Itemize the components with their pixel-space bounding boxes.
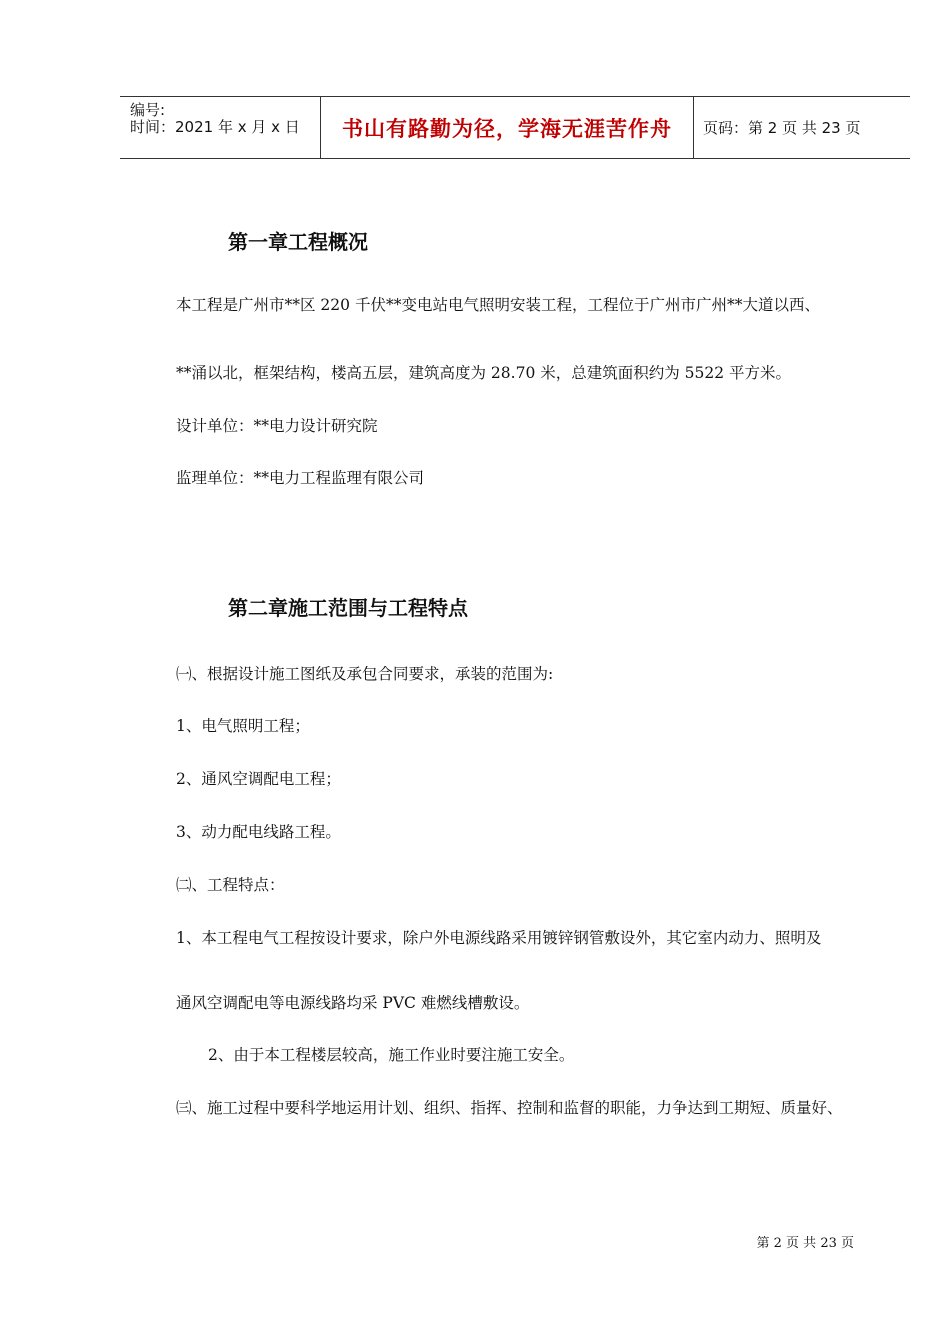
footer-page-number: 第 2 页 共 23 页 xyxy=(756,1236,854,1251)
feature-item: 2、由于本工程楼层较高，施工作业时要注施工安全。 xyxy=(208,1046,575,1064)
document-header xyxy=(120,96,910,159)
design-unit-line: 设计单位：**电力设计研究院 xyxy=(176,417,378,435)
supervision-unit-line: 监理单位：**电力工程监理有限公司 xyxy=(176,469,425,487)
chapter-1-paragraph: 本工程是广州市**区 220 千伏**变电站电气照明安装工程，工程位于广州市广州**大道以西、 xyxy=(176,296,820,314)
motto-text: 书山有路勤为径，学海无涯苦作舟 xyxy=(342,116,672,141)
scope-item: 1、电气照明工程； xyxy=(176,717,310,735)
chapter-2-paragraph: ㈡、工程特点： xyxy=(176,876,285,894)
scope-item: 2、通风空调配电工程； xyxy=(176,770,341,788)
chapter-1-title: 第一章工程概况 xyxy=(228,230,368,254)
date-label: 时间：2021 年 x 月 x 日 xyxy=(130,118,300,136)
feature-item: 1、本工程电气工程按设计要求，除户外电源线路采用镀锌钢管敷设外，其它室内动力、照明及 xyxy=(176,929,822,947)
chapter-2-paragraph: ㈢、施工过程中要科学地运用计划、组织、指挥、控制和监督的职能，力争达到工期短、质量好、 xyxy=(176,1099,843,1117)
header-page-number: 页码：第 2 页 共 23 页 xyxy=(703,119,861,137)
chapter-2-paragraph: ㈠、根据设计施工图纸及承包合同要求，承装的范围为: xyxy=(176,665,554,683)
chapter-1-paragraph: **涌以北，框架结构，楼高五层，建筑高度为 28.70 米，总建筑面积约为 5522 平方米。 xyxy=(176,364,792,382)
chapter-2-title: 第二章施工范围与工程特点 xyxy=(228,596,468,620)
serial-number-label: 编号: xyxy=(130,101,166,119)
scope-item: 3、动力配电线路工程。 xyxy=(176,823,341,841)
header-motto-cell xyxy=(321,97,694,158)
header-meta-cell xyxy=(120,97,321,158)
header-page-cell xyxy=(694,97,910,158)
feature-item: 通风空调配电等电源线路均采 PVC 难燃线槽敷设。 xyxy=(176,994,530,1012)
